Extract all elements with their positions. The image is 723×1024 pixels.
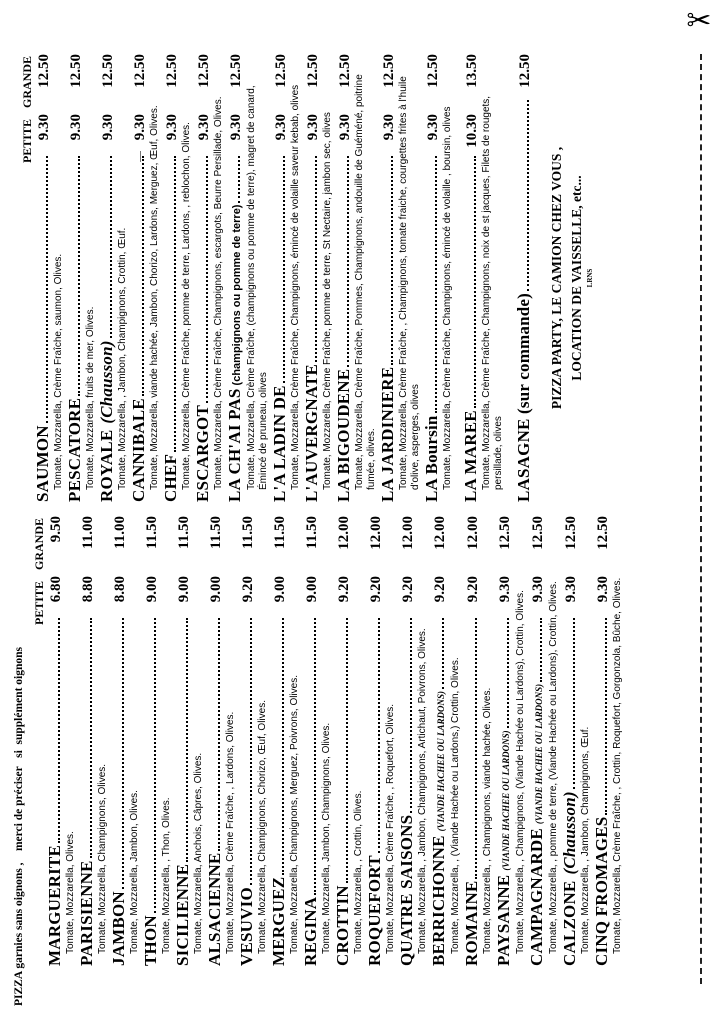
item-title: CALZONE bbox=[560, 880, 579, 966]
header-petite: PETITE bbox=[32, 581, 46, 626]
price-petite: 9.20 bbox=[465, 576, 481, 603]
item-name bbox=[226, 205, 246, 502]
price-grande: 11.50 bbox=[240, 516, 256, 549]
menu-item bbox=[271, 54, 302, 502]
right-headers bbox=[20, 54, 34, 502]
right-item-list bbox=[34, 54, 534, 502]
item-name-line bbox=[593, 516, 612, 966]
item-name bbox=[142, 915, 159, 966]
menu-item bbox=[302, 516, 333, 966]
dot-leader bbox=[110, 156, 112, 338]
item-name-line bbox=[334, 516, 353, 966]
item-description: Tomate, Mozzarella, Crème Fraîche, Champignons, émincé de volaille , boursin, olives bbox=[442, 106, 453, 490]
item-description: Tomate, Mozzarella, Champignons, Olives. bbox=[97, 763, 108, 954]
dot-leader bbox=[154, 618, 156, 913]
item-title: THON bbox=[141, 915, 160, 966]
item-qualifier: (VIANDE HACHEE OU LARDONS) bbox=[501, 730, 511, 871]
item-name bbox=[303, 364, 320, 502]
item-name bbox=[46, 845, 63, 966]
price-petite: 9.30 bbox=[196, 114, 212, 141]
menu-item bbox=[379, 54, 422, 502]
scissors-icon: ✂ bbox=[686, 3, 712, 39]
item-title: SICILIENNE bbox=[173, 863, 192, 966]
price-petite: 9.20 bbox=[432, 576, 448, 603]
item-title: ROQUEFORT bbox=[365, 855, 384, 966]
price-grande: 11.00 bbox=[80, 516, 96, 549]
price-petite: 9.30 bbox=[228, 114, 244, 141]
item-description: Tomate, Mozzarella, Champignons, Merguez, Poivrons, Olives. bbox=[289, 674, 300, 954]
menu-item bbox=[366, 516, 397, 966]
price-petite: 9.20 bbox=[240, 576, 256, 603]
item-description: Tomate, Mozzarella, , Jambon, Champignons, Crottin, Œuf. bbox=[117, 227, 128, 490]
item-name-line bbox=[66, 54, 85, 502]
item-description: Tomate, Mozzarella, Jambon, Olives. bbox=[129, 790, 140, 954]
item-name-line bbox=[46, 516, 65, 966]
item-name-line bbox=[34, 54, 53, 502]
item-title: CHEF bbox=[161, 453, 180, 502]
item-description: Tomate, Mozzarella, , (Viande Hachée ou Lardons,) Crottin, Olives. bbox=[450, 657, 461, 954]
price-grande: 12.50 bbox=[497, 516, 513, 550]
item-title: SAUMON bbox=[33, 425, 52, 502]
price-grande: 12.50 bbox=[595, 516, 611, 550]
dot-leader bbox=[573, 618, 575, 789]
price-grande: 12.50 bbox=[305, 54, 321, 88]
price-petite: 6.80 bbox=[48, 576, 64, 603]
item-name-line bbox=[110, 516, 129, 966]
price-petite: 9.30 bbox=[497, 576, 513, 603]
dot-leader bbox=[540, 618, 542, 682]
item-title: CINQ FROMAGES bbox=[592, 816, 611, 966]
dot-leader bbox=[90, 618, 92, 858]
price-petite: 9.00 bbox=[176, 576, 192, 603]
item-name-line bbox=[423, 54, 442, 502]
price-petite: 9.20 bbox=[336, 576, 352, 603]
price-petite: 9.30 bbox=[273, 114, 289, 141]
item-name-line bbox=[174, 516, 193, 966]
item-description: Tomate, Mozzarella, Crème Fraîche, (champignons ou pomme de terre), magret de canard, Émincé de pruneau, olives bbox=[246, 85, 269, 490]
item-description: Tomate, Mozzarella, , Champignons, (Viande Hachée ou Lardons), Crottin, Olives. bbox=[515, 590, 526, 954]
item-name-line bbox=[462, 54, 481, 502]
price-grande: 12.50 bbox=[196, 54, 212, 88]
item-description: Tomate, Mozzarella, Crème Fraîche, pomme de terre, St Nectaire, jambon sec, olives bbox=[322, 112, 333, 490]
menu-item bbox=[174, 516, 205, 966]
item-description: Tomate, Mozzarella, viande hachée, Jambon, Chorizo, Lardons, Merguez, Œuf, Olives. bbox=[149, 105, 160, 490]
item-title: L'A LADIN DE bbox=[270, 385, 289, 502]
item-name bbox=[561, 791, 578, 966]
item-name bbox=[78, 860, 95, 966]
item-name bbox=[379, 367, 396, 502]
menu-item bbox=[78, 516, 109, 966]
price-petite: 9.20 bbox=[368, 576, 384, 603]
footer-cut-text: LRNS bbox=[586, 268, 594, 288]
price-petite: 10.30 bbox=[464, 114, 480, 148]
price-grande: 12.50 bbox=[530, 516, 546, 550]
menu-item bbox=[561, 516, 592, 966]
price-petite: 9.30 bbox=[132, 114, 148, 141]
price-petite: 9.30 bbox=[563, 576, 579, 603]
price-grande: 12.50 bbox=[381, 54, 397, 88]
item-name-line bbox=[463, 516, 482, 966]
price-petite: 9.30 bbox=[36, 114, 52, 141]
item-name-line bbox=[238, 516, 257, 966]
item-description: Tomate, Mozzarella, Crème Fraîche, saumon, Olives. bbox=[53, 253, 64, 490]
item-title: PARISIENNE bbox=[77, 860, 96, 966]
separator-tick bbox=[140, 151, 141, 162]
menu-item bbox=[238, 516, 269, 966]
price-grande: 11.00 bbox=[112, 516, 128, 549]
price-grande: 12.50 bbox=[273, 54, 289, 88]
item-name bbox=[593, 817, 610, 966]
dot-leader bbox=[605, 618, 607, 815]
price-grande: 11.50 bbox=[208, 516, 224, 549]
price-petite: 9.30 bbox=[530, 576, 546, 603]
left-column bbox=[12, 516, 624, 1006]
item-name-line bbox=[515, 54, 534, 502]
item-name bbox=[398, 815, 415, 966]
item-title: VESUVIO bbox=[237, 887, 256, 966]
menu-item bbox=[334, 516, 365, 966]
dot-leader bbox=[315, 156, 317, 362]
item-qualifier: (VIANDE HACHEE OU LARDONS) bbox=[534, 683, 544, 825]
price-petite: 9.00 bbox=[208, 576, 224, 603]
item-name-line bbox=[206, 516, 225, 966]
price-petite: 9.20 bbox=[400, 576, 416, 603]
dot-leader bbox=[283, 156, 285, 383]
left-headers bbox=[32, 516, 46, 966]
dot-leader bbox=[347, 156, 349, 367]
dot-leader bbox=[475, 618, 477, 879]
dot-leader bbox=[527, 100, 529, 291]
menu-item bbox=[206, 516, 237, 966]
price-grande: 9.50 bbox=[48, 516, 64, 543]
item-title: L'AUVERGNATE bbox=[302, 363, 321, 502]
menu-item bbox=[46, 516, 77, 966]
footer-party: PIZZA PARTY, LE CAMION CHEZ VOUS , bbox=[549, 146, 564, 410]
item-title: LA BIGOUDENE bbox=[334, 368, 353, 502]
item-name-line bbox=[561, 516, 580, 966]
dot-leader bbox=[238, 156, 240, 203]
item-name-line bbox=[335, 54, 354, 502]
item-title: BERRICHONNE bbox=[429, 835, 448, 966]
price-grande: 12.50 bbox=[100, 54, 116, 88]
item-name-line bbox=[528, 516, 548, 966]
item-title: ROMAINE bbox=[462, 880, 481, 966]
dot-leader bbox=[282, 618, 284, 875]
header-grande: GRANDE bbox=[32, 518, 46, 571]
item-name bbox=[206, 853, 223, 966]
dot-leader bbox=[142, 156, 144, 396]
dot-leader bbox=[314, 618, 316, 895]
item-qualifier: (champignons ou pomme de terre) bbox=[231, 204, 243, 386]
dot-leader bbox=[250, 618, 252, 885]
item-title: LA CH'AI PAS bbox=[225, 388, 244, 502]
item-description: Tomate, Mozzarella, , pomme de terre, (Viande Hachée ou Lardons), Crottin, Olives. bbox=[548, 581, 559, 954]
menu-item bbox=[463, 516, 494, 966]
price-grande: 13.50 bbox=[464, 54, 480, 88]
dot-leader bbox=[186, 618, 188, 862]
price-grande: 12.00 bbox=[368, 516, 384, 550]
menu-item bbox=[423, 54, 454, 502]
item-name-line bbox=[78, 516, 97, 966]
item-description: Tomate, Mozzarella, Crème Fraîche, Champignons, noix de st jacques, Filets de rougets, persillade, olives bbox=[481, 95, 504, 490]
dot-leader bbox=[474, 156, 476, 408]
header-petite: PETITE bbox=[20, 119, 34, 164]
item-description: Tomate, Mozzarella, Jambon, Champignons, Olives. bbox=[321, 722, 332, 954]
price-grande: 12.00 bbox=[465, 516, 481, 550]
item-name-line bbox=[303, 54, 322, 502]
price-grande: 12.00 bbox=[432, 516, 448, 550]
item-title: ALSACIENNE bbox=[205, 852, 224, 966]
menu-item bbox=[226, 54, 270, 502]
dot-leader bbox=[122, 618, 124, 889]
item-name bbox=[271, 385, 288, 502]
menu-item bbox=[130, 54, 161, 502]
item-name bbox=[66, 398, 83, 502]
menu-item bbox=[462, 54, 505, 502]
item-title: CROTTIN bbox=[333, 885, 352, 966]
dot-leader bbox=[391, 156, 393, 365]
item-description: Tomate, Mozzarella, Crème Fraîche, Champignons, escargots, Beurre Persillade, Olives. bbox=[213, 96, 224, 490]
menu-item bbox=[270, 516, 301, 966]
item-name-line bbox=[98, 54, 117, 502]
price-grande: 12.00 bbox=[336, 516, 352, 550]
menu-item bbox=[194, 54, 225, 502]
item-name-line bbox=[142, 516, 161, 966]
item-title: ROYALE bbox=[97, 429, 116, 502]
dot-leader bbox=[174, 156, 176, 452]
item-name-line bbox=[398, 516, 417, 966]
dot-leader bbox=[46, 156, 48, 423]
item-title: LA Boursin bbox=[422, 415, 441, 502]
item-name bbox=[366, 855, 383, 966]
price-grande: 11.50 bbox=[176, 516, 192, 549]
price-grande: 11.50 bbox=[144, 516, 160, 549]
item-title: PAYSANNE bbox=[494, 874, 513, 966]
item-name-line bbox=[270, 516, 289, 966]
menu-item bbox=[303, 54, 334, 502]
dot-leader bbox=[507, 618, 509, 728]
dot-leader bbox=[442, 618, 444, 689]
item-name bbox=[430, 691, 450, 966]
item-description: Tomate, Mozzarella, Crème Fraîche, pomme de terre, Lardons, , reblochon, Olives. bbox=[181, 122, 192, 490]
item-name-line bbox=[302, 516, 321, 966]
item-description: Tomate, Mozzarella, Olives. bbox=[65, 831, 76, 954]
item-description: Tomate, Mozzarella, fruits de mer, Olives. bbox=[85, 306, 96, 490]
item-name bbox=[110, 891, 127, 966]
item-name-line bbox=[271, 54, 290, 502]
item-title: CANNIBALE bbox=[129, 398, 148, 502]
left-item-list bbox=[46, 516, 624, 966]
price-grande: 12.50 bbox=[164, 54, 180, 88]
price-grande: 12.50 bbox=[36, 54, 52, 88]
item-title: LASAGNE (sur commande) bbox=[514, 292, 533, 502]
item-title: MARGUERITE bbox=[45, 844, 64, 966]
item-description: Tomate, Mozzarella, Crème Fraîche, Pommes, Champignons, andouille de Guéméné, poitrine fumée, olives. bbox=[354, 74, 377, 490]
item-name bbox=[130, 398, 147, 502]
item-name-line bbox=[162, 54, 181, 502]
price-grande: 11.50 bbox=[272, 516, 288, 549]
dot-leader bbox=[78, 156, 80, 396]
price-grande: 12.50 bbox=[517, 54, 533, 88]
menu-item bbox=[34, 54, 65, 502]
item-name bbox=[423, 415, 440, 502]
cut-line bbox=[700, 54, 702, 984]
price-petite: 9.30 bbox=[164, 114, 180, 141]
menu-item bbox=[335, 54, 378, 502]
menu-item bbox=[515, 54, 534, 502]
item-description: Tomate, Mozzarella, Crème Fraîche, , Lardons, Olives. bbox=[225, 711, 236, 954]
item-description: Tomate, Mozzarella, Crème Fraîche, , Crottin, Roquefort, Gorgonzola, Bûche, Olives. bbox=[612, 577, 623, 954]
item-name bbox=[528, 684, 548, 966]
item-title: REGINA bbox=[301, 896, 320, 966]
price-petite: 9.00 bbox=[304, 576, 320, 603]
item-name bbox=[162, 454, 179, 502]
price-grande: 11.50 bbox=[304, 516, 320, 549]
menu-item bbox=[162, 54, 193, 502]
item-description: Tomate, Mozzarella, Champignons, Chorizo, Œuf, Olives. bbox=[257, 700, 268, 954]
price-grande: 12.50 bbox=[337, 54, 353, 88]
dot-leader bbox=[435, 156, 437, 413]
item-name-line bbox=[194, 54, 213, 502]
price-grande: 12.50 bbox=[228, 54, 244, 88]
item-description: Tomate, Mozzarella, , Jambon, Champignons, Œuf. bbox=[580, 726, 591, 954]
item-title: JAMBON bbox=[109, 891, 128, 966]
price-petite: 9.00 bbox=[144, 576, 160, 603]
price-petite: 9.30 bbox=[337, 114, 353, 141]
item-description: Tomate, Mozzarella, Crème Fraîche, , Roquefort, Olives. bbox=[385, 703, 396, 954]
price-grande: 12.50 bbox=[425, 54, 441, 88]
item-description: Tomate, Mozzarella, Anchois, Câpres, Olives. bbox=[193, 752, 204, 954]
item-description: Tomate, Mozzarella, , Crottin, Olives. bbox=[353, 790, 364, 954]
menu-item bbox=[528, 516, 560, 966]
item-name-line bbox=[430, 516, 450, 966]
footer-vaisselle: LOCATION DE VAISSELLE, etc... bbox=[569, 175, 584, 381]
price-grande: 12.50 bbox=[132, 54, 148, 88]
menu-item bbox=[66, 54, 97, 502]
dot-leader bbox=[58, 618, 60, 843]
item-title: LA MAREE bbox=[461, 410, 480, 502]
item-name bbox=[194, 405, 211, 502]
header-grande: GRANDE bbox=[20, 56, 34, 109]
item-description: Tomate, Mozzarella, , Thon, Olives. bbox=[161, 797, 172, 954]
item-description: Tomate, Mozzarella, , Champignons, viande hachée, Olives. bbox=[482, 687, 493, 954]
price-grande: 12.00 bbox=[400, 516, 416, 550]
item-name bbox=[302, 897, 319, 966]
item-name bbox=[238, 887, 255, 966]
item-description: Tomate, Mozzarella, Crème Fraîche, Champignons, émincé de volaille saveur kebab, olives bbox=[290, 84, 301, 490]
item-name bbox=[270, 877, 287, 966]
item-name-line bbox=[379, 54, 398, 502]
dot-leader bbox=[378, 618, 380, 853]
price-petite: 9.30 bbox=[595, 576, 611, 603]
dot-leader bbox=[410, 618, 412, 813]
item-title: MERGUEZ bbox=[269, 876, 288, 966]
item-title: LA JARDINIERE bbox=[378, 366, 397, 502]
price-petite: 9.30 bbox=[100, 114, 116, 141]
price-petite: 8.80 bbox=[80, 576, 96, 603]
item-qualifier: (Chausson) bbox=[560, 791, 579, 875]
item-name-line bbox=[226, 54, 246, 502]
price-petite: 9.00 bbox=[272, 576, 288, 603]
item-name bbox=[335, 369, 352, 502]
item-qualifier: (Chausson) bbox=[97, 340, 116, 424]
item-name bbox=[34, 425, 51, 502]
item-qualifier: (VIANDE HACHEE OU LARDONS) bbox=[436, 691, 446, 832]
menu-item bbox=[110, 516, 141, 966]
dot-leader bbox=[206, 156, 208, 403]
price-petite: 9.30 bbox=[68, 114, 84, 141]
item-name-line bbox=[495, 516, 515, 966]
item-title: CAMPAGNARDE bbox=[527, 828, 546, 966]
menu-item bbox=[398, 516, 429, 966]
menu-item bbox=[593, 516, 624, 966]
item-title: PESCATORE bbox=[65, 397, 84, 502]
item-name bbox=[174, 864, 191, 966]
item-name-line bbox=[366, 516, 385, 966]
item-title: ESCARGOT bbox=[193, 404, 212, 502]
menu-item bbox=[98, 54, 129, 502]
price-petite: 9.30 bbox=[425, 114, 441, 141]
item-description: Tomate, Mozzarella, Crème Fraîche, , Champignons, tomate fraiche, courgettes frites à l'huile d'olive, asperges, olives bbox=[398, 76, 421, 490]
item-name bbox=[495, 730, 515, 966]
item-description: Tomate, Mozzarella, , Jambon, Champignons, Artichaut, Poivrons, Olives. bbox=[417, 628, 428, 954]
price-petite: 9.30 bbox=[381, 114, 397, 141]
price-grande: 12.50 bbox=[68, 54, 84, 88]
price-petite: 9.30 bbox=[305, 114, 321, 141]
price-petite: 8.80 bbox=[112, 576, 128, 603]
item-name bbox=[515, 293, 532, 502]
item-name bbox=[98, 340, 115, 502]
right-column bbox=[20, 54, 594, 502]
item-title: QUATRE SAISONS bbox=[397, 814, 416, 966]
item-name-line bbox=[130, 54, 149, 502]
item-name bbox=[463, 881, 480, 966]
dot-leader bbox=[346, 618, 348, 883]
item-name bbox=[334, 885, 351, 966]
menu-item bbox=[430, 516, 462, 966]
price-grande: 12.50 bbox=[563, 516, 579, 550]
item-name bbox=[462, 410, 479, 502]
menu-item bbox=[495, 516, 527, 966]
menu-item bbox=[142, 516, 173, 966]
onion-note: PIZZA garnies sans oignons , merci de préciser si supplément oignons bbox=[13, 647, 25, 1006]
dot-leader bbox=[218, 618, 220, 851]
